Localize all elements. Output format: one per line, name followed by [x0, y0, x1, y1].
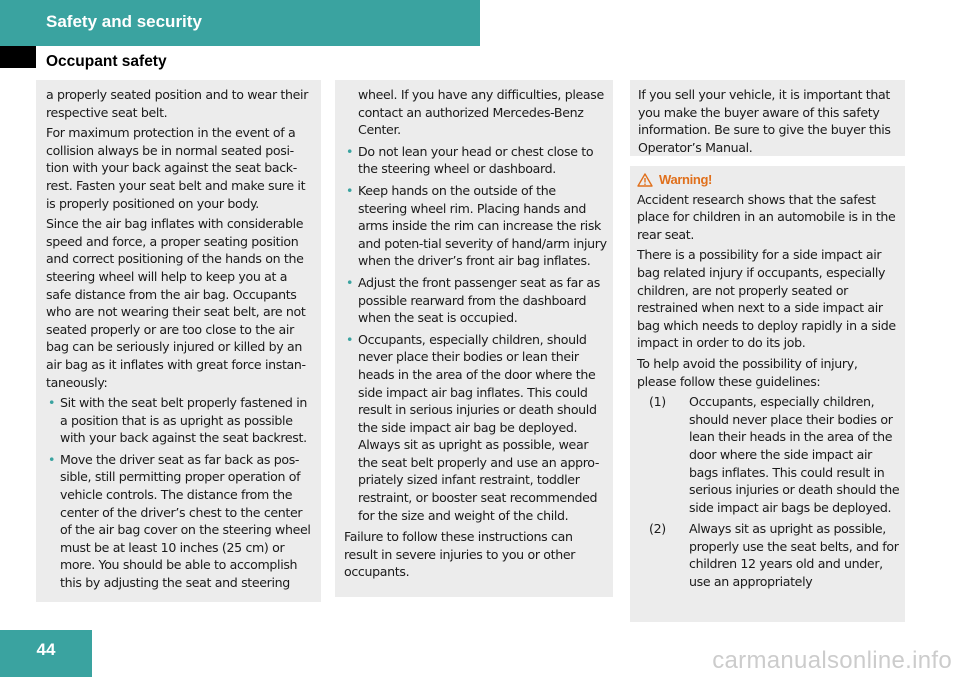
bullet-item [344, 143, 608, 178]
paragraph: Accident research shows that the safest place for children in an automobile is in the rear seat. [637, 191, 896, 242]
bullet-item [46, 394, 314, 447]
paragraph: a properly seated position and to wear their respective seat belt. [46, 87, 309, 120]
bullet-text: Adjust the front passenger seat as far as possible rearward from the dashboard when the seat is occupied. [358, 274, 601, 326]
watermark: carmanualsonline.info [712, 647, 952, 674]
bullet-continuation: wheel. If you have any difficulties, please contact an authorized Mercedes-Benz Center. [358, 87, 604, 138]
bullet-item [344, 274, 608, 327]
bullet-dot-icon: • [48, 451, 56, 467]
warning-box [630, 166, 905, 622]
bullet-dot-icon: • [346, 274, 354, 290]
bullet-dot-icon: • [48, 395, 56, 411]
paragraph: Since the air bag inflates with considerable speed and force, a proper seating position and correct positioning of the hands on the steering wheel will help to keep you at a safe distance from the air bag. Occupants who are not wearing their seat belt, are not seated properly or are too close to the air bag can be seriously injured or killed by an air bag as it inflates with great force instan-taneously: [46, 216, 306, 390]
paragraph: There is a possibility for a side impact air bag related injury if occupants, especially children, are not properly seated or restrained when next to a side impact air bag which needs to deploy rapidly in a side impact in order to do its job. [637, 247, 896, 351]
item-text: Always sit as upright as possible, properly use the seat belts, and for children 12 years old and under, use an appropriately [689, 521, 899, 590]
page-number: 44 [36, 640, 56, 659]
numbered-item [637, 520, 900, 590]
bullet-item [344, 331, 608, 525]
warning-triangle-icon [637, 173, 653, 187]
bullet-text: Sit with the seat belt properly fastened in a position that is as upright as possible with your back against the seat backrest. [60, 395, 308, 446]
item-text: Occupants, especially children, should never place their bodies or lean their heads in the area of the door where the side impact air bags inflates. This could result in serious injuries or death should the side impact air bags be deployed. [689, 394, 900, 515]
info-box [630, 80, 905, 156]
page-number-box [0, 630, 92, 677]
bullet-text: Move the driver seat as far back as pos-sible, still permitting proper operation of vehicle controls. The distance from the center of the driver’s chest to the center of the air bag cover on the steering wheel must be at least 10 inches (25 cm) or more. You should be able to accomplish this by adjusting the seat and steering [60, 451, 311, 591]
paragraph: To help avoid the possibility of injury, please follow these guidelines: [637, 355, 858, 389]
info-text: If you sell your vehicle, it is important that you make the buyer aware of this safety information. Be sure to give the buyer this Operator’s Manual. [638, 87, 891, 155]
bullet-text: Keep hands on the outside of the steering wheel rim. Placing hands and arms inside the rim can increase the risk and poten-tial severity of hand/arm injury when the driver’s front air bag inflates. [358, 182, 607, 269]
warning-header [637, 171, 900, 189]
item-number: (2) [649, 521, 666, 537]
numbered-item [637, 393, 900, 516]
bullet-text: Occupants, especially children, should never place their bodies or lean their heads in the area of the door where the side impact air bag inflates. This could result in serious injuries or death should the side impact air bag be deployed. Always sit as upright as possible, wear the seat belt properly and use an appro-priately sized infant restraint, toddler restraint, or booster seat recommended for the size and weight of the child. [358, 331, 600, 523]
bullet-dot-icon: • [346, 331, 354, 347]
paragraph: Failure to follow these instructions can result in severe injuries to you or other occupants. [344, 529, 576, 580]
column-1 [36, 80, 321, 602]
section-marker [0, 46, 36, 68]
bullet-item [46, 451, 314, 592]
chapter-title: Safety and security [46, 12, 202, 31]
column-2 [335, 80, 613, 597]
bullet-item [344, 182, 608, 270]
paragraph: For maximum protection in the event of a collision always be in normal seated posi-tion with your back against the seat back-rest. Fasten your seat belt and make sure it is properly positioned on your body. [46, 125, 306, 211]
section-title: Occupant safety [46, 53, 167, 70]
bullet-text: Do not lean your head or chest close to the steering wheel or dashboard. [358, 143, 594, 177]
warning-title: Warning! [659, 172, 713, 187]
item-number: (1) [649, 394, 666, 410]
bullet-dot-icon: • [346, 182, 354, 198]
bullet-dot-icon: • [346, 143, 354, 159]
